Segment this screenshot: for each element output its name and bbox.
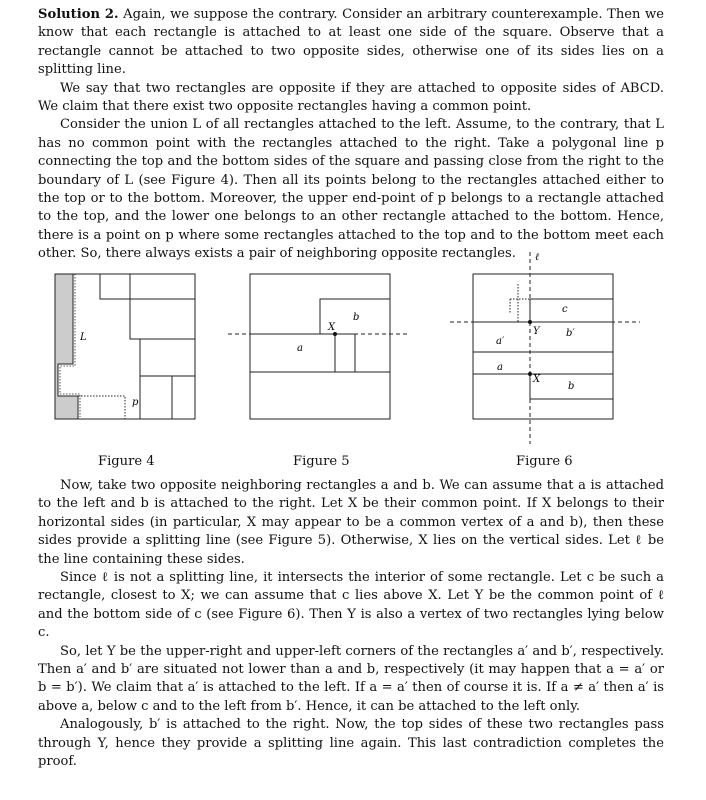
figure-4: [55, 274, 195, 419]
fig6-label-a-prime: a′: [496, 336, 505, 347]
caption-figure-4: Figure 4: [98, 454, 155, 469]
fig5-label-a: a: [297, 343, 303, 354]
fig6-label-a: a: [497, 362, 503, 373]
paragraph-7: Analogously, b′ is attached to the right. Now, the top sides of these two rectangles pass through Y, hence they provide a splitting line again. This last contradiction completes the proof.: [38, 717, 664, 770]
fig6-label-Y: Y: [533, 326, 540, 337]
fig6-label-b: b: [568, 381, 575, 392]
figures-area: [0, 244, 706, 474]
fig6-square: [473, 274, 613, 419]
figures-svg: [0, 244, 706, 474]
paragraph-5: Since ℓ is not a splitting line, it intersects the interior of some rectangle. Let c be such a rectangle, closest to X; we can assume that c lies above X. Let Y be the common point of ℓ and the bottom side of c (see Figure 6). Then Y is also a vertex of two rectangles lying below c.: [38, 570, 664, 641]
caption-figure-6: Figure 6: [516, 454, 573, 469]
fig6-label-c: c: [562, 304, 568, 315]
solution-text-top: [38, 6, 664, 264]
fig4-label-p: p: [132, 397, 139, 408]
paragraph-6: So, let Y be the upper-right and upper-left corners of the rectangles a′ and b′, respectively. Then a′ and b′ are situated not lower than a and b, respectively (it may happen that a = a′ or b = b′). We claim that a′ is attached to the left. If a = a′ then of course it is. If a ≠ a′ then a′ is above a, below c and to the left from b′. Hence, it can be attached to the left only.: [38, 643, 664, 714]
paragraph-2: We say that two rectangles are opposite if they are attached to opposite sides of ABCD. We claim that there exist two opposite rectangles having a common point.: [38, 80, 664, 115]
fig5-label-b: b: [353, 312, 360, 323]
solution-title: Solution 2.: [38, 7, 119, 22]
region-L-fill: [55, 274, 78, 419]
paragraph-3: Consider the union L of all rectangles attached to the left. Assume, to the contrary, that L has no common point with the rectangles attached to the right. Take a polygonal line p connecting the top and the bottom sides of the square and passing close from the right to the boundary of L (see Figure 4). Then all its points belong to the rectangles attached either to the top or to the bottom. Moreover, the upper end-point of p belongs to a rectangle attached to the top, and the lower one belongs to an other rectangle attached to the bottom. Hence, there is a point on p where some rectangles attached to the top and to the bottom meet each other. So, there always exists a pair of neighboring opposite rectangles.: [38, 117, 664, 262]
figure-6: [450, 252, 640, 444]
fig6-label-ell: ℓ: [535, 252, 540, 263]
figure-5: [228, 274, 410, 419]
paragraph-4: Now, take two opposite neighboring rectangles a and b. We can assume that a is attached to the left and b is attached to the right. Let X be their common point. If X belongs to their horizontal sides (in particular, X may appear to be a common vertex of a and b), then these sides provide a splitting line (see Figure 5). Otherwise, X lies on the vertical sides. Let ℓ be the line containing these sides.: [38, 478, 664, 567]
caption-figure-5: Figure 5: [293, 454, 350, 469]
fig6-label-X: X: [533, 374, 541, 385]
paragraph-1-text: Again, we suppose the contrary. Consider an arbitrary counterexample. Then we know that each rectangle is attached to at least one side of the square. Observe that a rectangle cannot be attached to two opposite sides, otherwise one of its sides lies on a splitting line.: [38, 7, 664, 78]
fig6-label-b-prime: b′: [566, 328, 575, 339]
fig4-label-L: L: [80, 332, 87, 343]
fig5-square: [250, 274, 390, 419]
paragraph-1: [38, 6, 664, 80]
solution-text-bottom: [38, 477, 664, 772]
fig5-label-X: X: [328, 322, 336, 333]
